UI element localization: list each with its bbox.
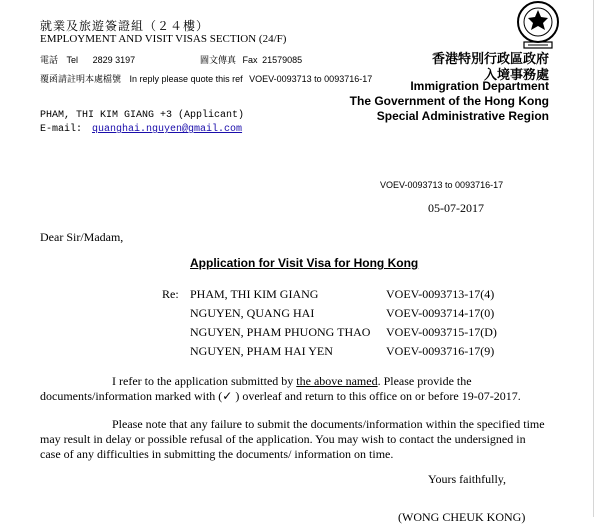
paragraph-2-line-1: Please note that any failure to submit the documents/information within the specified time: [112, 417, 545, 431]
telephone-number: 2829 3197: [92, 55, 136, 65]
applicant-ref: VOEV-0093713-17(4): [386, 287, 495, 301]
applicant-name: PHAM, THI KIM GIANG: [190, 287, 319, 301]
subject-line: Application for Visit Visa for Hong Kong: [190, 256, 419, 270]
section-name-english: EMPLOYMENT AND VISIT VISAS SECTION (24/F): [40, 33, 287, 45]
applicant-name: NGUYEN, PHAM PHUONG THAO: [190, 325, 371, 339]
paragraph-1-text-a: I refer to the application submitted by: [112, 374, 297, 388]
reference-label-chinese: 覆函請註明本處檔號: [40, 74, 122, 84]
applicant-ref: VOEV-0093714-17(0): [386, 306, 495, 320]
closing: Yours faithfully,: [428, 472, 507, 486]
letter-reference: VOEV-0093713 to 0093716-17: [380, 180, 504, 190]
department-name-english-1: Immigration Department: [410, 79, 549, 93]
fax-label: Fax: [242, 55, 258, 65]
telephone-line: [40, 53, 135, 66]
department-name-chinese-1: 香港特別行政區政府: [431, 51, 549, 66]
fax-label-chinese: 圖文傳真: [200, 55, 237, 65]
email-label: E-mail:: [40, 124, 83, 135]
signatory-name: (WONG CHEUK KONG): [398, 510, 526, 524]
salutation: Dear Sir/Madam,: [40, 230, 124, 244]
paragraph-1-text-underlined: the above named: [296, 374, 378, 388]
recipient-name: PHAM, THI KIM GIANG +3 (Applicant): [40, 110, 245, 121]
paragraph-1-line-1: [112, 374, 472, 389]
reference-label: In reply please quote this ref: [129, 74, 243, 84]
telephone-label-chinese: 電話: [40, 55, 59, 65]
section-name-chinese: 就業及旅遊簽證組（２４樓）: [40, 19, 210, 33]
applicant-ref: VOEV-0093715-17(D): [386, 325, 497, 339]
applicant-name: NGUYEN, QUANG HAI: [190, 306, 315, 320]
department-name-english-2: The Government of the Hong Kong: [349, 94, 549, 108]
fax-line: [200, 53, 302, 66]
applicant-ref: VOEV-0093716-17(9): [386, 344, 495, 358]
telephone-label: Tel: [66, 55, 79, 65]
fax-number: 21579085: [262, 55, 303, 65]
recipient-email-line: [40, 124, 242, 135]
department-name-chinese-2: 入境事務處: [483, 67, 549, 82]
paragraph-1-text-c: . Please provide the: [377, 374, 472, 388]
reference-number: VOEV-0093713 to 0093716-17: [249, 74, 373, 84]
hksar-emblem-icon: [512, 0, 564, 50]
paragraph-2-line-3: case of any difficulties in submitting the documents/ information on time.: [40, 447, 394, 461]
paragraph-1-line-2: documents/information marked with (✓ ) overleaf and return to this office on or before 19-07-2017.: [40, 389, 521, 403]
recipient-email-link[interactable]: quanghai.nguyen@gmail.com: [92, 124, 243, 135]
letter-date: 05-07-2017: [428, 201, 484, 215]
re-label: Re:: [162, 287, 179, 301]
department-name-english-3: Special Administrative Region: [376, 109, 549, 123]
reference-line: [40, 72, 372, 85]
applicant-name: NGUYEN, PHAM HAI YEN: [190, 344, 333, 358]
paragraph-2-line-2: may result in delay or possible refusal of the application. You may wish to contact the undersigned in: [40, 432, 526, 446]
